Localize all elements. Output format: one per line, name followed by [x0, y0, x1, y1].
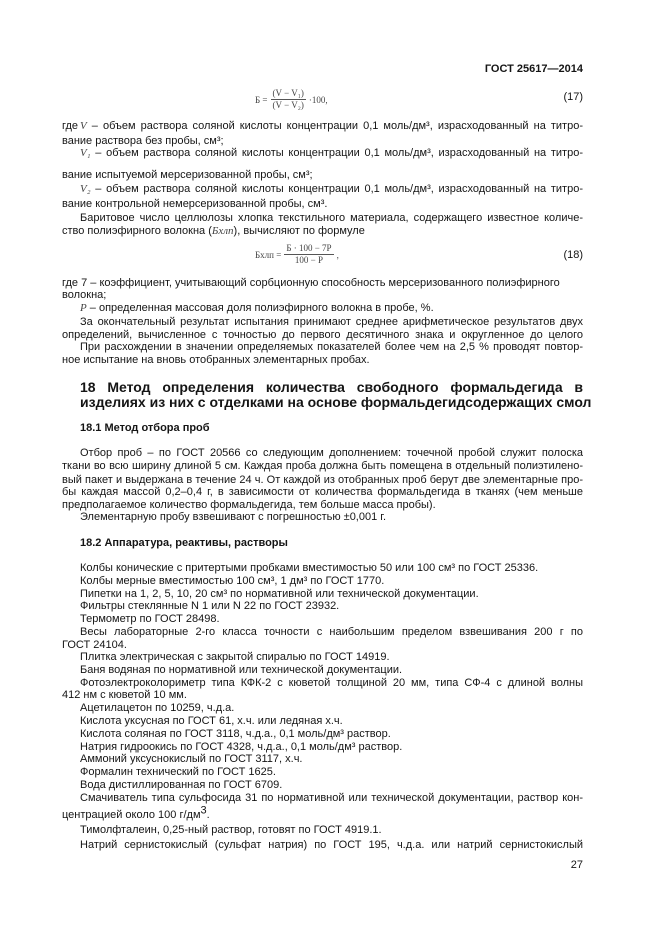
list-item: центрацией около 100 г/дм [62, 809, 201, 821]
text-line: ), вычисляют по формуле [233, 225, 365, 237]
text-line: При расхождении в значении определяемых показателей более чем на 2,5 % проводят повтор- [80, 341, 583, 353]
list-item: Колбы мерные вместимостью 100 см³, 1 дм³ по ГОСТ 1770. [80, 575, 385, 587]
list-item: Аммоний уксуснокислый по ГОСТ 3117, х.ч. [80, 753, 303, 765]
list-item: ГОСТ 24104. [62, 639, 127, 651]
list-item: Фотоэлектроколориметр типа КФК-2 с кюветой толщиной 20 мм, типа СФ-4 с длиной волны [80, 677, 583, 689]
list-item: Баня водяная по нормативной или технической документации. [80, 664, 403, 676]
text-line: ство полиэфирного волокна ( [62, 225, 212, 237]
text-line: предполагаемое количество формальдегида, тем больше масса пробы). [62, 499, 436, 511]
list-item: Формалин технический по ГОСТ 1625. [80, 766, 276, 778]
var-v: V [80, 120, 87, 132]
formula-lhs: Б = [255, 94, 268, 105]
text-line: вание раствора без пробы, см³; [62, 135, 224, 147]
text-line: Элементарную пробу взвешивают с погрешностью ±0,001 г. [80, 511, 386, 523]
formula-number-18: (18) [563, 249, 583, 261]
text-line: где 7 – коэффициент, учитывающий сорбционную способность мерсеризованного полиэфирного [62, 277, 560, 289]
text-line: Отбор проб – по ГОСТ 20566 со следующим дополнением: точечной пробой служит полоска [80, 447, 583, 459]
text-line: волокна; [62, 289, 107, 301]
formula-denominator: 100 − P [294, 255, 323, 265]
document-header: ГОСТ 25617—2014 [484, 63, 583, 75]
text-line: вание контрольной немерсеризованной пробы, см³. [62, 198, 328, 210]
formula-number-17: (17) [563, 91, 583, 103]
list-item: Кислота уксусная по ГОСТ 61, х.ч. или ледяная х.ч. [80, 715, 343, 727]
list-item: Тимолфталеин, 0,25-ный раствор, готовят по ГОСТ 4919.1. [80, 824, 382, 836]
formula-18 [255, 243, 339, 266]
text-line: Баритовое число целлюлозы хлопка текстильного материала, содержащего известное количе- [80, 212, 583, 224]
formula-tail: , [336, 249, 339, 260]
text-line: вание испытуемой мерсеризованной пробы, см³; [62, 169, 313, 181]
list-item: Натрий сернистокислый (сульфат натрия) по ГОСТ 195, ч.д.а. или натрий сернистокислый [80, 839, 583, 851]
subsection-18-2-title: 18.2 Аппаратура, реактивы, растворы [80, 537, 288, 549]
page-number: 27 [570, 859, 583, 871]
list-item: Плитка электрическая с закрытой спиралью по ГОСТ 14919. [80, 651, 390, 663]
list-item: Вода дистиллированная по ГОСТ 6709. [80, 779, 283, 791]
list-item: Пипетки на 1, 2, 5, 10, 20 см³ по нормативной или технической документации. [80, 588, 479, 600]
list-item: Натрия гидроокись по ГОСТ 4328, ч.д.а., 0,1 моль/дм³ раствор. [80, 741, 403, 753]
formula-lhs: Бхлп = [255, 249, 282, 260]
section-18-title: 18 Метод определения количества свободного формальдегида в [80, 379, 583, 395]
text-line: – определенная массовая доля полиэфирного волокна в пробе, %. [86, 302, 434, 314]
text-line: За окончательный результат испытания принимают среднее арифметическое результатов двух [80, 316, 583, 328]
var-v2: V₂ [80, 183, 91, 195]
var-v1: V₁ [80, 147, 91, 159]
list-item: Термометр по ГОСТ 28498. [80, 613, 220, 625]
section-18-title-cont: изделиях из них с отделками на основе формальдегидсодержащих смол [80, 394, 592, 410]
text-line: ное испытание на вновь отобранных элементарных пробах. [62, 354, 370, 366]
formula-numerator: (V − V₁) [272, 88, 304, 98]
list-item: Смачиватель типа сульфосида 31 по нормативной или технической документации, раствор кон- [80, 792, 583, 804]
list-item: Ацетилацетон по 10259, ч.д.а. [80, 702, 235, 714]
list-item: Кислота соляная по ГОСТ 3118, ч.д.а., 0,1 моль/дм³ раствор. [80, 728, 391, 740]
text-line: ткани во всю ширину длиной 5 см. Каждая проба должна быть помещена в отдельный полиэтилено- [62, 460, 583, 472]
formula-17 [255, 88, 328, 111]
formula-numerator: Б · 100 − 7P [286, 243, 332, 253]
superscript: 3 [200, 804, 207, 817]
text-line: вый пакет и выдержана в течение 24 ч. От каждой из отобранных проб берут две элементарные про- [62, 474, 583, 486]
list-item: Колбы конические с притертыми пробками вместимостью 50 или 100 см³ по ГОСТ 25336. [80, 562, 539, 574]
text-line: – объем раствора соляной кислоты концентрации 0,1 моль/дм³, израсходованный на титро- [86, 120, 583, 132]
where-label: где [62, 120, 79, 132]
text-line: – объем раствора соляной кислоты концентрации 0,1 моль/дм³, израсходованный на титро- [90, 147, 583, 159]
text-line: бы каждая массой 0,2–0,4 г, в зависимости от количества формальдегида в тканях (чем меньше [62, 486, 583, 498]
var-p: P [80, 302, 87, 314]
list-item: Фильтры стеклянные N 1 или N 22 по ГОСТ 23932. [80, 600, 340, 612]
list-item-end: . [206, 809, 210, 821]
formula-denominator: (V − V₂) [272, 100, 304, 110]
subsection-18-1-title: 18.1 Метод отбора проб [80, 422, 210, 434]
text-line: определений, вычисленное с точностью до первого десятичного знака и округленное до целого [62, 329, 583, 341]
list-item: Весы лабораторные 2-го класса точности с наибольшим пределом взвешивания 200 г по [80, 626, 583, 638]
var-bhlp: Бхлп [211, 225, 234, 237]
formula-tail: ·100, [308, 94, 328, 105]
list-item: 412 нм с кюветой 10 мм. [62, 689, 187, 701]
text-line: – объем раствора соляной кислоты концентрации 0,1 моль/дм³, израсходованный на титро- [90, 183, 583, 195]
